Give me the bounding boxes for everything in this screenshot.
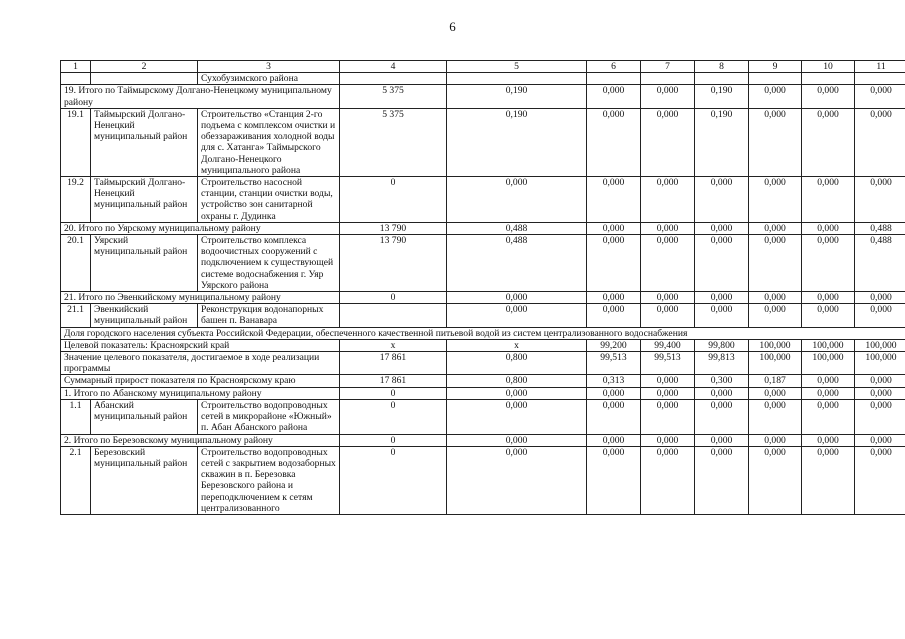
table-row <box>61 85 905 108</box>
table-body <box>61 61 905 515</box>
cell-value: 0,000 <box>695 222 749 234</box>
cell-value: 0,000 <box>641 292 695 304</box>
cell-value: 0,488 <box>447 222 587 234</box>
data-table <box>60 60 905 515</box>
header-cell: 2 <box>91 61 198 73</box>
cell-value: 0,000 <box>855 85 905 108</box>
cell-value: 0,000 <box>855 304 905 327</box>
cell-description: Строительство водопроводных сетей с закрытием водозаборных скважин в п. Березовка Березовского района и переподключением к сетям централизованного <box>198 446 340 514</box>
table-row <box>61 292 905 304</box>
cell-value: 0,000 <box>641 177 695 223</box>
cell-description: Строительство «Станция 2-го подъема с комплексом очистки и обеззараживания холодной воды для с. Хатанга» Таймырского Долгано-Ненецкого муниципального района <box>198 108 340 176</box>
cell-value: 0,000 <box>749 387 802 399</box>
cell-value: 99,513 <box>641 352 695 375</box>
header-cell: 1 <box>61 61 91 73</box>
cell-value: 0,000 <box>641 387 695 399</box>
cell-value: 100,000 <box>855 339 905 351</box>
cell-value: 0,000 <box>855 177 905 223</box>
cell-value: 0,000 <box>695 177 749 223</box>
table-row <box>61 446 905 514</box>
cell-municipality: Березовский муниципальный район <box>91 446 198 514</box>
cell-value <box>340 304 447 327</box>
cell-value: 5 375 <box>340 108 447 176</box>
cell-value: 0,000 <box>695 292 749 304</box>
table-row <box>61 73 905 85</box>
cell-value: 0,000 <box>695 235 749 292</box>
cell-value: 0,488 <box>855 235 905 292</box>
indicator-label: Значение целевого показателя, достигаемое в ходе реализации программы <box>61 352 340 375</box>
cell-value: 0,000 <box>855 292 905 304</box>
cell-value: 0,000 <box>447 177 587 223</box>
cell-value: 0,000 <box>587 177 641 223</box>
cell-value: 0,000 <box>749 177 802 223</box>
cell-value: 0 <box>340 177 447 223</box>
cell-value: 0,000 <box>749 222 802 234</box>
cell-value: 5 375 <box>340 85 447 108</box>
cell-value: 0,800 <box>447 352 587 375</box>
header-cell: 10 <box>802 61 855 73</box>
cell-value: 0,000 <box>447 434 587 446</box>
total-label: 19. Итого по Таймырскому Долгано-Ненецкому муниципальному району <box>61 85 340 108</box>
cell-value: 100,000 <box>802 352 855 375</box>
cell-value: 0,000 <box>802 85 855 108</box>
cell-value: 0,000 <box>641 434 695 446</box>
cell-value: 0,190 <box>695 108 749 176</box>
cell-value: 0,000 <box>447 446 587 514</box>
cell-value: 0,190 <box>695 85 749 108</box>
cell-value: 0,000 <box>802 222 855 234</box>
cell-value <box>587 73 641 85</box>
table-row <box>61 352 905 375</box>
cell-value <box>447 73 587 85</box>
cell-value: 0,000 <box>802 108 855 176</box>
cell-value: 0 <box>340 399 447 434</box>
cell-value: 0,000 <box>749 85 802 108</box>
cell-municipality: Эвенкийский муниципальный район <box>91 304 198 327</box>
cell-value: 0,000 <box>587 446 641 514</box>
cell-value <box>695 73 749 85</box>
cell-value: 0 <box>340 446 447 514</box>
cell-value: 0,187 <box>749 375 802 387</box>
cell-value: 0,000 <box>802 399 855 434</box>
cell-value: 100,000 <box>749 352 802 375</box>
cell-value: x <box>340 339 447 351</box>
cell-value: 0,000 <box>802 387 855 399</box>
cell-value: 0,190 <box>447 108 587 176</box>
cell-value: 99,400 <box>641 339 695 351</box>
indicator-label: Суммарный прирост показателя по Красноярскому краю <box>61 375 340 387</box>
header-cell: 4 <box>340 61 447 73</box>
cell-value: 0,000 <box>855 387 905 399</box>
table-row <box>61 375 905 387</box>
cell-value <box>749 73 802 85</box>
cell-value: 100,000 <box>802 339 855 351</box>
cell-value: 0,000 <box>641 304 695 327</box>
cell-num <box>61 73 91 85</box>
cell-value: 0,000 <box>749 108 802 176</box>
cell-value: 0,000 <box>749 446 802 514</box>
total-label: 21. Итого по Эвенкийскому муниципальному району <box>61 292 340 304</box>
cell-value: 0,000 <box>802 375 855 387</box>
cell-value: 0,488 <box>855 222 905 234</box>
cell-value: 0,000 <box>587 304 641 327</box>
cell-description: Сухобузимского района <box>198 73 340 85</box>
cell-municipality: Таймырский Долгано-Ненецкий муниципальный район <box>91 108 198 176</box>
cell-value: 0,000 <box>749 434 802 446</box>
cell-value <box>641 73 695 85</box>
cell-value: x <box>447 339 587 351</box>
table-row <box>61 387 905 399</box>
cell-value: 0,300 <box>695 375 749 387</box>
cell-value: 17 861 <box>340 352 447 375</box>
table-row <box>61 177 905 223</box>
table-row <box>61 108 905 176</box>
cell-value: 0,000 <box>587 292 641 304</box>
section-title: Доля городского населения субъекта Российской Федерации, обеспеченного качественной питьевой водой из систем централизованного водоснабжения <box>61 327 905 339</box>
cell-value: 13 790 <box>340 235 447 292</box>
cell-value: 0,000 <box>641 446 695 514</box>
cell-value: 0,000 <box>587 85 641 108</box>
total-label: 20. Итого по Уярскому муниципальному району <box>61 222 340 234</box>
cell-description: Строительство комплекса водоочистных сооружений с подключением к существующей системе водоснабжения г. Уяр Уярского района <box>198 235 340 292</box>
cell-value: 0 <box>340 387 447 399</box>
cell-value: 100,000 <box>749 339 802 351</box>
table-row <box>61 304 905 327</box>
cell-num: 21.1 <box>61 304 91 327</box>
cell-value: 100,000 <box>855 352 905 375</box>
cell-value: 0,000 <box>641 399 695 434</box>
indicator-label: Целевой показатель: Красноярский край <box>61 339 340 351</box>
cell-value: 0,000 <box>749 292 802 304</box>
cell-value: 0,000 <box>749 235 802 292</box>
cell-value: 0,000 <box>749 399 802 434</box>
cell-value: 0,000 <box>447 387 587 399</box>
cell-value: 0,000 <box>802 292 855 304</box>
header-cell: 9 <box>749 61 802 73</box>
cell-value: 0,000 <box>802 235 855 292</box>
cell-value: 0,000 <box>695 434 749 446</box>
header-cell: 11 <box>855 61 905 73</box>
table-row <box>61 399 905 434</box>
table-row <box>61 327 905 339</box>
cell-num: 1.1 <box>61 399 91 434</box>
cell-value: 17 861 <box>340 375 447 387</box>
total-label: 2. Итого по Березовскому муниципальному району <box>61 434 340 446</box>
cell-value: 0,000 <box>641 85 695 108</box>
cell-municipality: Таймырский Долгано-Ненецкий муниципальный район <box>91 177 198 223</box>
cell-value: 0,000 <box>802 304 855 327</box>
cell-value: 0,000 <box>447 304 587 327</box>
cell-value: 0,000 <box>641 235 695 292</box>
cell-value: 0 <box>340 292 447 304</box>
cell-value: 99,800 <box>695 339 749 351</box>
cell-description: Строительство водопроводных сетей в микрорайоне «Южный» п. Абан Абанского района <box>198 399 340 434</box>
cell-value: 0,000 <box>641 375 695 387</box>
cell-value: 0,000 <box>447 399 587 434</box>
header-cell: 8 <box>695 61 749 73</box>
header-cell: 6 <box>587 61 641 73</box>
cell-value: 0,190 <box>447 85 587 108</box>
cell-value: 0,000 <box>587 399 641 434</box>
cell-value: 0,313 <box>587 375 641 387</box>
cell-value: 0,000 <box>855 108 905 176</box>
page-number: 6 <box>449 19 456 34</box>
cell-value: 0,000 <box>749 304 802 327</box>
cell-value: 0,000 <box>587 235 641 292</box>
cell-value: 0,000 <box>695 304 749 327</box>
cell-value: 0,800 <box>447 375 587 387</box>
cell-value: 0,000 <box>587 387 641 399</box>
cell-value <box>340 73 447 85</box>
cell-description: Строительство насосной станции, станции очистки воды, устройство зон санитарной охраны г. Дудинка <box>198 177 340 223</box>
table-row <box>61 222 905 234</box>
cell-value: 0,488 <box>447 235 587 292</box>
cell-num: 19.1 <box>61 108 91 176</box>
cell-num: 19.2 <box>61 177 91 223</box>
table-row <box>61 434 905 446</box>
cell-num: 2.1 <box>61 446 91 514</box>
cell-value: 0,000 <box>695 446 749 514</box>
cell-municipality <box>91 73 198 85</box>
cell-value: 13 790 <box>340 222 447 234</box>
cell-municipality: Абанский муниципальный район <box>91 399 198 434</box>
cell-value: 0,000 <box>587 434 641 446</box>
cell-value: 0,000 <box>587 222 641 234</box>
cell-value: 99,200 <box>587 339 641 351</box>
cell-value <box>855 73 905 85</box>
header-cell: 5 <box>447 61 587 73</box>
table-row <box>61 339 905 351</box>
cell-value: 0,000 <box>802 177 855 223</box>
cell-value: 0,000 <box>855 375 905 387</box>
cell-municipality: Уярский муниципальный район <box>91 235 198 292</box>
cell-value: 0,000 <box>447 292 587 304</box>
cell-value: 99,813 <box>695 352 749 375</box>
header-cell: 7 <box>641 61 695 73</box>
total-label: 1. Итого по Абанскому муниципальному району <box>61 387 340 399</box>
header-row <box>61 61 905 73</box>
cell-value: 0,000 <box>641 108 695 176</box>
cell-value <box>802 73 855 85</box>
cell-value: 0,000 <box>855 446 905 514</box>
cell-value: 99,513 <box>587 352 641 375</box>
cell-value: 0,000 <box>855 399 905 434</box>
header-cell: 3 <box>198 61 340 73</box>
table-row <box>61 235 905 292</box>
cell-value: 0,000 <box>695 387 749 399</box>
cell-value: 0,000 <box>855 434 905 446</box>
cell-value: 0,000 <box>802 446 855 514</box>
cell-value: 0 <box>340 434 447 446</box>
cell-description: Реконструкция водонапорных башен п. Ванавара <box>198 304 340 327</box>
cell-num: 20.1 <box>61 235 91 292</box>
cell-value: 0,000 <box>695 399 749 434</box>
cell-value: 0,000 <box>802 434 855 446</box>
cell-value: 0,000 <box>641 222 695 234</box>
cell-value: 0,000 <box>587 108 641 176</box>
